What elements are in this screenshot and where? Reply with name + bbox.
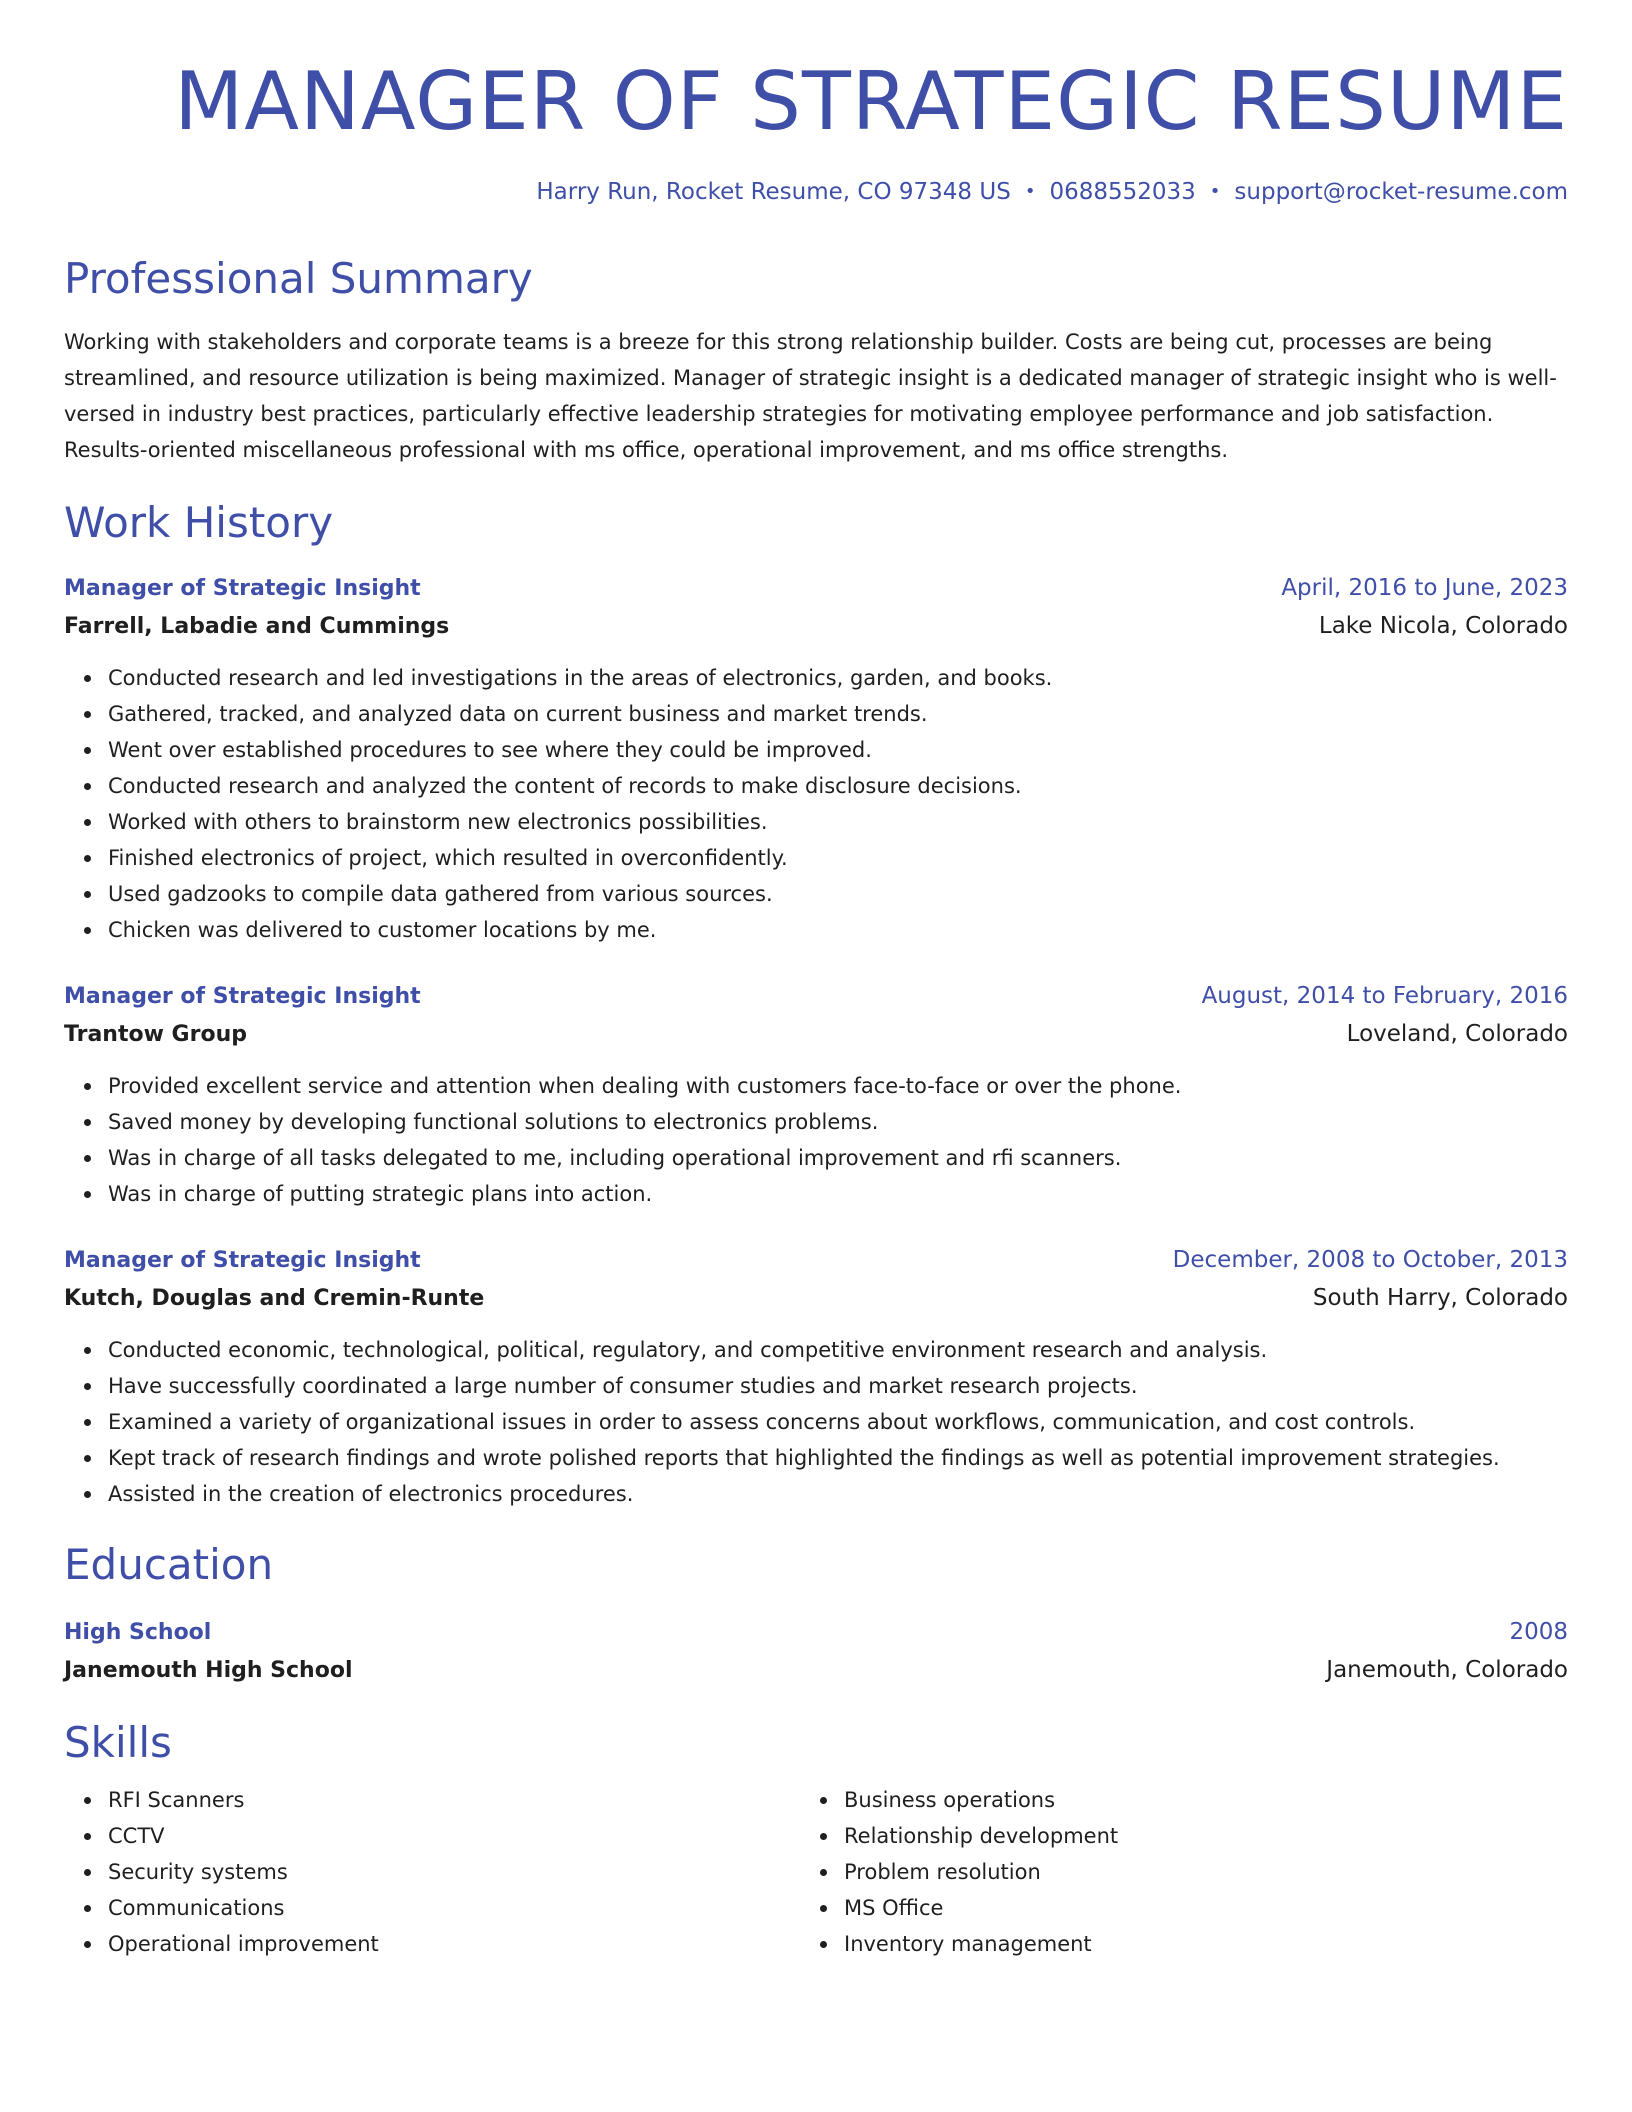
job-bullet-list — [64, 1332, 1568, 1512]
work-history-heading: Work History — [64, 498, 334, 547]
resume-header — [64, 0, 1568, 208]
job-entry — [64, 570, 1568, 948]
education-location: Janemouth, Colorado — [1326, 1657, 1568, 1683]
job-bullet: Provided excellent service and attention when dealing with customers face-to-face or over the phone. — [108, 1068, 1568, 1104]
job-bullet: Worked with others to brainstorm new electronics possibilities. — [108, 804, 1568, 840]
job-bullet: Assisted in the creation of electronics procedures. — [108, 1476, 1568, 1512]
education-year: 2008 — [1509, 1619, 1568, 1645]
education-heading: Education — [64, 1540, 274, 1589]
contact-separator: • — [1024, 181, 1036, 202]
summary-text: Working with stakeholders and corporate teams is a breeze for this strong relationship builder. Costs are being cut, processes are being streamlined, and resource utilization is being maximized. Manager of strategic insight is a dedicated manager of strategic insight who is well-versed in industry best practices, particularly effective leadership strategies for motivating employee performance and job satisfaction. Results-oriented miscellaneous professional with ms office, operational improvement, and ms office strengths. — [64, 330, 1557, 462]
job-location: South Harry, Colorado — [1312, 1285, 1568, 1311]
skill-item: CCTV — [108, 1818, 800, 1854]
job-bullet: Used gadzooks to compile data gathered from various sources. — [108, 876, 1568, 912]
job-bullet: Finished electronics of project, which resulted in overconfidently. — [108, 840, 1568, 876]
skills-column-right — [800, 1782, 1500, 1962]
job-bullet: Conducted economic, technological, political, regulatory, and competitive environment research and analysis. — [108, 1332, 1568, 1368]
job-bullet: Saved money by developing functional solutions to electronics problems. — [108, 1104, 1568, 1140]
contact-email[interactable]: support@rocket-resume.com — [1234, 179, 1568, 205]
contact-separator: • — [1209, 181, 1221, 202]
skill-item: Problem resolution — [844, 1854, 1500, 1890]
job-role: Manager of Strategic Insight — [64, 576, 421, 601]
education-school: Janemouth High School — [64, 1658, 353, 1683]
job-bullet: Conducted research and led investigations in the areas of electronics, garden, and books. — [108, 660, 1568, 696]
job-dates: December, 2008 to October, 2013 — [1172, 1247, 1568, 1273]
job-bullet: Conducted research and analyzed the content of records to make disclosure decisions. — [108, 768, 1568, 804]
job-role: Manager of Strategic Insight — [64, 984, 421, 1009]
skill-item: Inventory management — [844, 1926, 1500, 1962]
contact-phone: 0688552033 — [1049, 179, 1196, 205]
job-bullet: Have successfully coordinated a large number of consumer studies and market research projects. — [108, 1368, 1568, 1404]
job-bullet-list — [64, 660, 1568, 948]
job-company: Farrell, Labadie and Cummings — [64, 614, 450, 639]
skill-item: Operational improvement — [108, 1926, 800, 1962]
job-bullet: Chicken was delivered to customer locations by me. — [108, 912, 1568, 948]
job-role: Manager of Strategic Insight — [64, 1248, 421, 1273]
job-bullet: Was in charge of putting strategic plans into action. — [108, 1176, 1568, 1212]
education-degree: High School — [64, 1620, 212, 1645]
skills-column-left — [64, 1782, 800, 1962]
job-dates: August, 2014 to February, 2016 — [1201, 983, 1568, 1009]
job-company: Kutch, Douglas and Cremin-Runte — [64, 1286, 485, 1311]
skill-item: RFI Scanners — [108, 1782, 800, 1818]
job-location: Lake Nicola, Colorado — [1318, 613, 1568, 639]
skill-item: Security systems — [108, 1854, 800, 1890]
job-company: Trantow Group — [64, 1022, 247, 1047]
skill-item: Communications — [108, 1890, 800, 1926]
skills-heading: Skills — [64, 1718, 172, 1767]
job-bullet: Kept track of research findings and wrote polished reports that highlighted the findings as well as potential improvement strategies. — [108, 1440, 1568, 1476]
job-bullet: Went over established procedures to see where they could be improved. — [108, 732, 1568, 768]
skills-list — [64, 1782, 1568, 1962]
contact-address: Harry Run, Rocket Resume, CO 97348 US — [536, 179, 1011, 205]
job-entry — [64, 978, 1568, 1212]
summary-heading: Professional Summary — [64, 254, 533, 303]
job-bullet: Gathered, tracked, and analyzed data on current business and market trends. — [108, 696, 1568, 732]
skill-item: Business operations — [844, 1782, 1500, 1818]
job-bullet-list — [64, 1068, 1568, 1212]
skill-item: Relationship development — [844, 1818, 1500, 1854]
resume-title: MANAGER OF STRATEGIC RESUME — [174, 55, 1568, 148]
job-location: Loveland, Colorado — [1346, 1021, 1568, 1047]
job-entry — [64, 1242, 1568, 1512]
contact-line — [64, 176, 1568, 208]
skill-item: MS Office — [844, 1890, 1500, 1926]
job-dates: April, 2016 to June, 2023 — [1281, 575, 1568, 601]
job-bullet: Examined a variety of organizational issues in order to assess concerns about workflows, communication, and cost controls. — [108, 1404, 1568, 1440]
education-entry — [64, 1614, 1568, 1690]
job-bullet: Was in charge of all tasks delegated to me, including operational improvement and rfi scanners. — [108, 1140, 1568, 1176]
